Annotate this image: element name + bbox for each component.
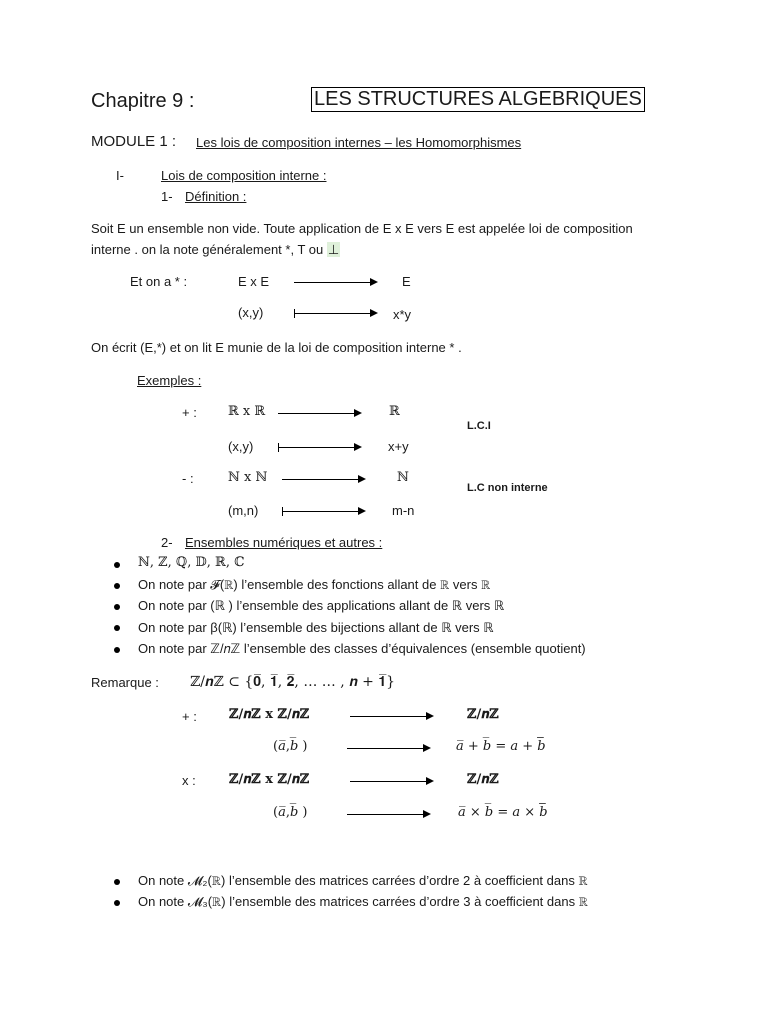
remarque-label: Remarque :: [91, 675, 159, 690]
bullet-icon: [114, 900, 120, 906]
example2-codomain: ℕ: [397, 470, 409, 485]
example1-codomain: ℝ: [389, 404, 400, 419]
mapping-image: x*y: [393, 307, 412, 322]
multiplication-domain: ℤ/𝒏ℤ x ℤ/𝒏ℤ: [229, 772, 310, 787]
chapter-label: Chapitre 9 :: [91, 90, 195, 112]
definition-text: interne . on la note généralement *, T ou: [91, 242, 324, 257]
example1-operator: + :: [182, 405, 197, 420]
module-label: MODULE 1 :: [91, 133, 177, 150]
bullet-icon: [114, 625, 120, 631]
section-heading: Lois de composition interne :: [161, 168, 327, 183]
addition-image: 𝑎̅ + 𝑏̅ = 𝑎 + 𝑏̅̅̅̅̅̅̅: [456, 739, 546, 754]
bullet-2: On note par 𝓕(ℝ) l’ensemble des fonctions allant de ℝ vers ℝ: [138, 577, 491, 592]
example2-mapsto: [282, 511, 364, 512]
mapping-codomain: E: [402, 274, 411, 289]
notation-text: On écrit (E,*) et on lit E munie de la loi de composition interne * .: [91, 340, 462, 355]
lc-non-interne-tag: L.C non interne: [467, 482, 548, 494]
multiplication-mapsto: [347, 814, 429, 815]
lci-tag: L.C.I: [467, 420, 491, 432]
subsection-heading: Définition :: [185, 189, 247, 204]
multiplication-codomain: ℤ/𝒏ℤ: [467, 772, 499, 787]
mapping-element: (x,y): [238, 305, 264, 320]
examples-heading: Exemples :: [137, 373, 202, 388]
section2-heading: Ensembles numériques et autres :: [185, 535, 383, 550]
addition-mapsto: [347, 748, 429, 749]
page-title: LES STRUCTURES ALGEBRIQUES: [311, 87, 645, 112]
addition-arrow: [350, 716, 432, 717]
bullet-icon: [114, 647, 120, 653]
mapping-label: Et on a * :: [130, 274, 188, 289]
example2-element: (m,n): [228, 503, 259, 518]
mapping-arrow: [294, 282, 376, 283]
example1-arrow: [278, 413, 360, 414]
matrix-bullet-2: On note 𝓜₃(ℝ) l’ensemble des matrices carrées d’ordre 3 à coefficient dans ℝ: [138, 894, 588, 909]
bullet-icon: [114, 604, 120, 610]
definition-line-1: Soit E un ensemble non vide. Toute application de E x E vers E est appelée loi de composition: [91, 221, 633, 236]
bullet-icon: [114, 562, 120, 568]
example2-domain: ℕ x ℕ: [228, 470, 268, 485]
section-numeral: I-: [116, 168, 124, 183]
perp-symbol: ⊥: [327, 242, 340, 257]
bullet-icon: [114, 583, 120, 589]
multiplication-image: 𝑎̅ × 𝑏̅ = 𝑎 × 𝑏̅̅̅̅̅̅̅: [458, 805, 548, 820]
subsection-number: 1-: [161, 189, 173, 204]
bullet-1: ℕ, ℤ, ℚ, 𝔻, ℝ, ℂ: [138, 555, 245, 570]
multiplication-arrow: [350, 781, 432, 782]
definition-line-2: [91, 242, 340, 258]
example2-arrow: [282, 479, 364, 480]
example1-element: (x,y): [228, 439, 254, 454]
bullet-5: On note par ℤ/𝑛ℤ l’ensemble des classes d’équivalences (ensemble quotient): [138, 641, 586, 656]
addition-domain: ℤ/𝒏ℤ x ℤ/𝒏ℤ: [229, 707, 310, 722]
example1-mapsto: [278, 447, 360, 448]
remarque-formula: ℤ/𝒏ℤ ⊂ {𝟎̅, 𝟏̅, 𝟐̅, … … , 𝒏 + 𝟏̅̅̅̅̅̅̅}: [190, 674, 396, 690]
addition-codomain: ℤ/𝒏ℤ: [467, 707, 499, 722]
multiplication-operator: x :: [182, 773, 196, 788]
module-subtitle: Les lois de composition internes – les Homomorphismes: [196, 135, 522, 150]
matrix-bullet-1: On note 𝓜₂(ℝ) l’ensemble des matrices carrées d’ordre 2 à coefficient dans ℝ: [138, 873, 588, 888]
bullet-4: On note par β(ℝ) l’ensemble des bijections allant de ℝ vers ℝ: [138, 620, 494, 635]
addition-operator: + :: [182, 709, 197, 724]
example1-image: x+y: [388, 439, 409, 454]
bullet-icon: [114, 879, 120, 885]
mapping-domain: E x E: [238, 274, 270, 289]
example2-image: m-n: [392, 503, 415, 518]
section2-number: 2-: [161, 535, 173, 550]
example1-domain: ℝ x ℝ: [228, 404, 266, 419]
multiplication-element: (𝑎̅,𝑏̅ ): [273, 805, 308, 820]
example2-operator: - :: [182, 471, 194, 486]
mapsto-arrow: [294, 313, 376, 314]
addition-element: (𝑎̅,𝑏̅ ): [273, 739, 308, 754]
bullet-3: On note par (ℝ ) l’ensemble des applications allant de ℝ vers ℝ: [138, 598, 505, 613]
